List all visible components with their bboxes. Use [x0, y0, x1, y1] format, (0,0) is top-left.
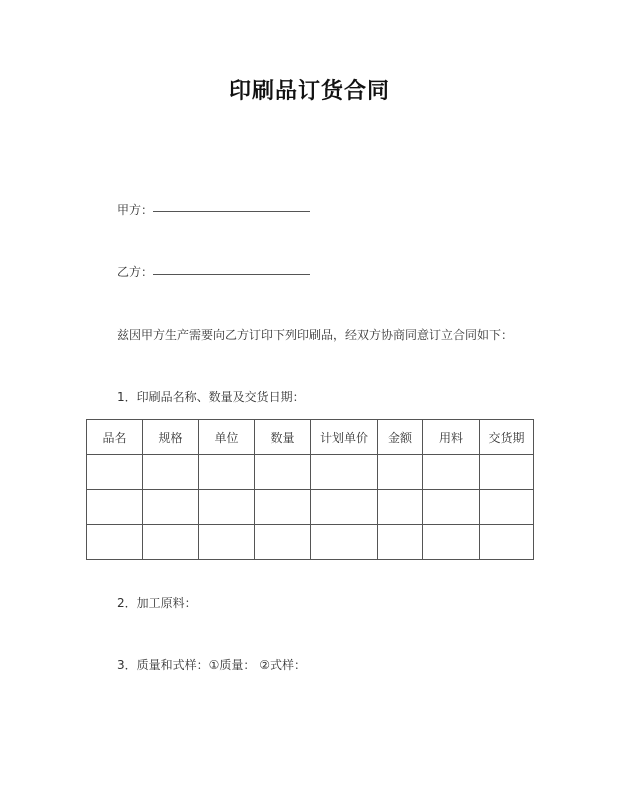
- section-2-heading: 2．加工原料：: [117, 596, 197, 610]
- table-cell[interactable]: [255, 490, 311, 525]
- header-cell: 金额: [378, 420, 423, 455]
- table-cell[interactable]: [311, 525, 378, 560]
- intro-paragraph: 兹因甲方生产需要向乙方订印下列印刷品，经双方协商同意订立合同如下：: [117, 328, 514, 342]
- table-row: [87, 490, 534, 525]
- table-cell[interactable]: [480, 455, 534, 490]
- table-cell[interactable]: [423, 490, 480, 525]
- header-cell: 数量: [255, 420, 311, 455]
- header-cell: 单位: [199, 420, 255, 455]
- table-cell[interactable]: [480, 490, 534, 525]
- party-b-label: 乙方：: [117, 265, 154, 279]
- order-table: [86, 419, 534, 560]
- header-cell: 用料: [423, 420, 480, 455]
- section-1-heading: 1．印刷品名称、数量及交货日期：: [117, 390, 305, 404]
- table-header-row: [87, 420, 534, 455]
- table-cell[interactable]: [87, 525, 143, 560]
- party-b-blank-line[interactable]: [153, 274, 310, 275]
- header-cell: 规格: [143, 420, 199, 455]
- table-cell[interactable]: [87, 490, 143, 525]
- header-cell: 品名: [87, 420, 143, 455]
- table-cell[interactable]: [199, 490, 255, 525]
- table-cell[interactable]: [311, 490, 378, 525]
- party-a-blank-line[interactable]: [153, 211, 310, 212]
- header-cell: 计划单价: [311, 420, 378, 455]
- table-cell[interactable]: [378, 525, 423, 560]
- table-cell[interactable]: [199, 455, 255, 490]
- table-cell[interactable]: [378, 455, 423, 490]
- table-cell[interactable]: [480, 525, 534, 560]
- document-title: 印刷品订货合同: [228, 79, 390, 104]
- table-cell[interactable]: [87, 455, 143, 490]
- table-cell[interactable]: [378, 490, 423, 525]
- header-cell: 交货期: [480, 420, 534, 455]
- table-cell[interactable]: [143, 525, 199, 560]
- table-cell[interactable]: [143, 490, 199, 525]
- section-3-heading: 3．质量和式样：①质量： ②式样：: [117, 658, 306, 672]
- party-a-label: 甲方：: [117, 203, 154, 217]
- table-cell[interactable]: [311, 455, 378, 490]
- table-cell[interactable]: [423, 525, 480, 560]
- table-row: [87, 455, 534, 490]
- table-row: [87, 525, 534, 560]
- table-cell[interactable]: [255, 525, 311, 560]
- table-cell[interactable]: [143, 455, 199, 490]
- table-cell[interactable]: [199, 525, 255, 560]
- table-cell[interactable]: [255, 455, 311, 490]
- table-cell[interactable]: [423, 455, 480, 490]
